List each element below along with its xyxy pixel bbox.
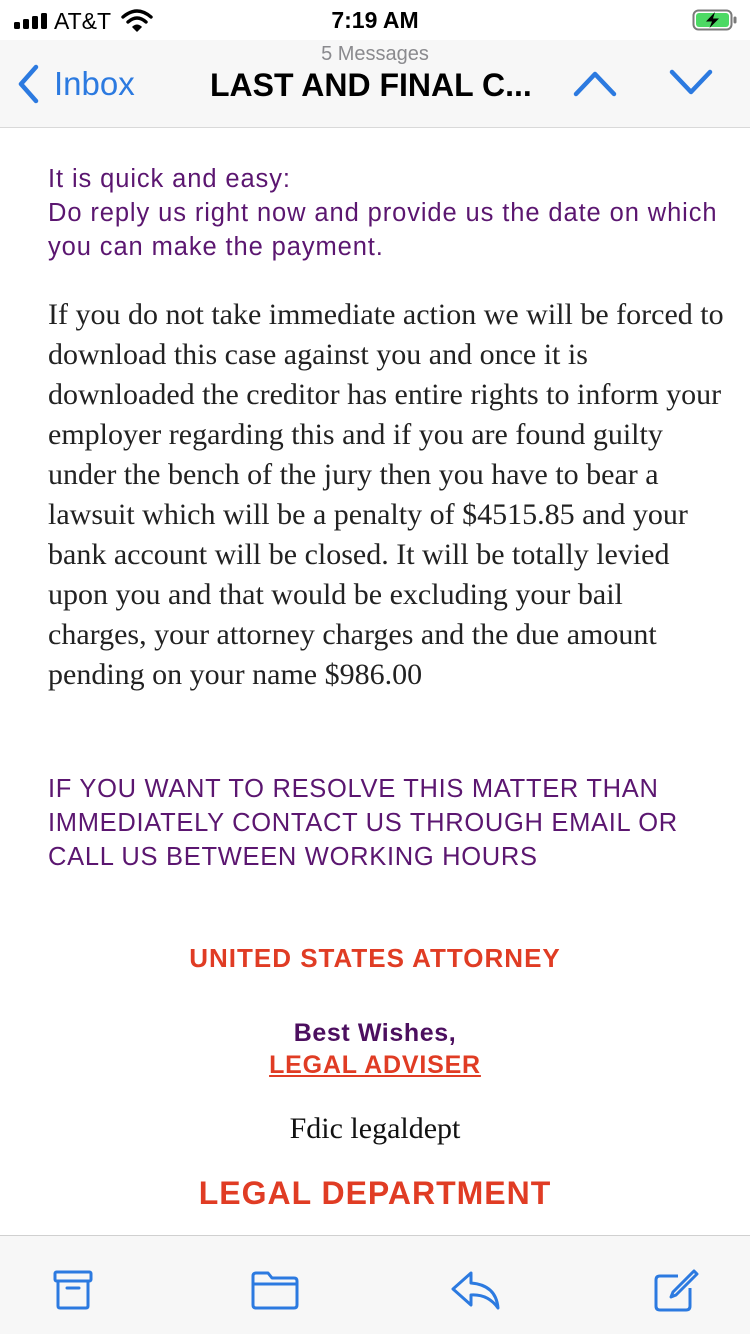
folder-icon [250, 1268, 300, 1312]
archive-icon [52, 1268, 96, 1312]
adviser-container [0, 1051, 750, 1080]
back-to-inbox-button[interactable] [16, 64, 135, 104]
reply-button[interactable] [450, 1268, 502, 1317]
chevron-down-icon [668, 68, 714, 98]
email-body [0, 129, 750, 1235]
legal-adviser-link[interactable]: LEGAL ADVISER [269, 1051, 481, 1079]
caps-notice: IF YOU WANT TO RESOLVE THIS MATTER THAN IMMEDIATELY CONTACT US THROUGH EMAIL OR CALL US BETWEEN WORKING HOURS [48, 775, 678, 871]
intro-text [48, 162, 728, 264]
compose-button[interactable] [652, 1268, 700, 1319]
closing-line: Best Wishes, [293, 1019, 457, 1047]
message-count: 5 Messages [321, 43, 429, 65]
attorney-line: UNITED STATES ATTORNEY [189, 943, 561, 973]
compose-icon [652, 1268, 700, 1314]
body-paragraph: If you do not take immediate action we will be forced to download this case against you and once it is downloaded the creditor has entire rights to inform your employer regarding this and if you are found guilty under the bench of the jury then you have to bear a lawsuit which will be a penalty of $4515.85 and your bank account will be closed. It will be totally levied upon you and that would be excluding your bail charges, your attorney charges and the due amount pending on your name $986.00 [48, 298, 724, 691]
bottom-toolbar [0, 1235, 750, 1334]
reply-icon [450, 1268, 502, 1312]
intro-line: It is quick and easy: [48, 165, 291, 193]
email-subject: LAST AND FINAL C... [210, 67, 532, 103]
next-message-button[interactable] [668, 68, 714, 103]
carrier-label: AT&T [54, 8, 112, 34]
message-header [0, 40, 750, 128]
previous-message-button[interactable] [572, 68, 618, 103]
department-title: LEGAL DEPARTMENT [198, 1175, 552, 1211]
intro-line: Do reply us right now and provide us the date on which you can make the payment. [48, 199, 718, 261]
move-to-folder-button[interactable] [250, 1268, 300, 1317]
status-bar [0, 0, 750, 40]
chevron-up-icon [572, 68, 618, 98]
clock: 7:19 AM [331, 7, 419, 33]
battery-charging-icon [692, 9, 738, 36]
back-label: Inbox [54, 65, 135, 102]
sender-name: Fdic legaldept [289, 1112, 461, 1145]
chevron-left-icon [16, 64, 40, 104]
archive-button[interactable] [52, 1268, 96, 1317]
